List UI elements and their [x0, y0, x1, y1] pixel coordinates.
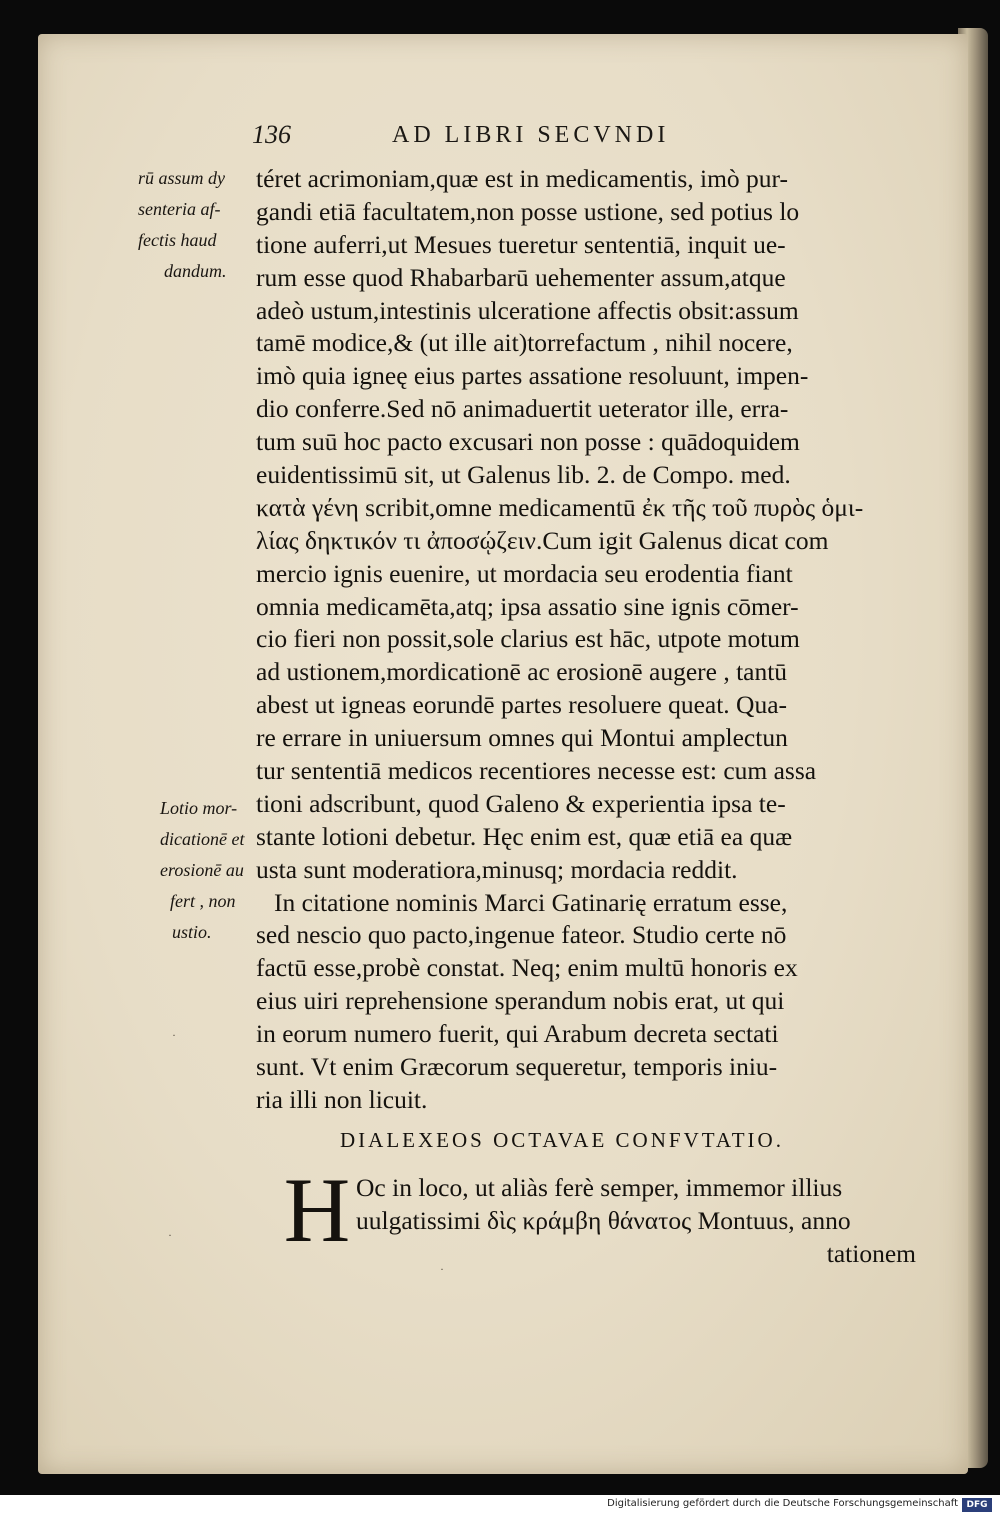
text-line: euidentissimū sit, ut Galenus lib. 2. de Compo. med. — [256, 460, 791, 490]
text-line: rum esse quod Rhabarbarū uehementer assum,atque — [256, 262, 786, 292]
text-line: In citatione nominis Marci Gatinarię erratum esse, — [274, 887, 788, 917]
margin-note-line: dandum. — [164, 261, 227, 281]
text-line: adeò ustum,intestinis ulceratione affectis obsit:assum — [256, 295, 799, 325]
ink-speck: · — [172, 1028, 176, 1042]
text-line: tamē modice,& (ut ille ait)torrefactum , nihil nocere, — [256, 328, 793, 358]
text-line: téret acrimoniam,quæ est in medicamentis, imò pur- — [256, 164, 789, 193]
text-line: eius uiri reprehensione sperandum nobis erat, ut qui — [256, 986, 785, 1016]
footer-credit: Digitalisierung gefördert durch die Deutsche Forschungsgemeinschaft — [607, 1498, 958, 1509]
digitization-footer — [0, 1495, 1000, 1515]
text-line: imò quia igneę eius partes assatione resoluunt, impen- — [256, 361, 809, 391]
ink-speck: · — [168, 1228, 172, 1242]
margin-note-line: fert , non — [170, 891, 236, 911]
text-line: re errare in uniuersum omnes qui Montui amplectun — [256, 723, 788, 753]
margin-note-line: fectis haud — [138, 230, 217, 250]
text-line: tum suū hoc pacto excusari non posse : quādoquidem — [256, 427, 800, 457]
text-line: tur sententiā medicos recentiores necesse est: cum assa — [256, 756, 817, 786]
text-line: uulgatissimi δὶς κράμβη θάνατος Montuus, anno — [356, 1205, 851, 1235]
page-number: 136 — [252, 120, 291, 149]
text-line: sed nescio quo pacto,ingenue fateor. Studio certe nō — [256, 920, 787, 950]
text-line: cio fieri non possit,sole clarius est hāc, utpote motum — [256, 624, 800, 654]
drop-capital: H — [283, 1159, 351, 1261]
text-line: stante lotioni debetur. Hęc enim est, quæ etiā ea quæ — [256, 821, 793, 851]
margin-note-line: rū assum dy — [138, 168, 226, 188]
margin-note-line: ustio. — [172, 922, 212, 942]
text-line: gandi etiā facultatem,non posse ustione, sed potius lo — [256, 196, 800, 226]
text-line: tioni adscribunt, quod Galeno & experientia ipsa te- — [256, 788, 786, 818]
margin-note-line: erosionē au — [160, 860, 244, 880]
text-line: sunt. Vt enim Græcorum sequeretur, temporis iniu- — [256, 1052, 778, 1082]
margin-note-1 — [138, 163, 227, 287]
margin-note-line: Lotio mor- — [160, 798, 238, 818]
margin-note-line: senteria af- — [138, 199, 221, 219]
section-heading: DIALEXEOS OCTAVAE CONFVTATIO. — [340, 1128, 784, 1152]
text-line: dio conferre.Sed nō animaduertit ueterator ille, erra- — [256, 394, 789, 424]
text-line: tione auferri,ut Mesues tueretur sententiā, inquit ue- — [256, 229, 786, 259]
text-line: ria illi non licuit. — [256, 1084, 428, 1114]
text-line: abest ut igneas eorundē partes resoluere queat. Qua- — [256, 690, 788, 720]
ink-speck: · — [440, 1262, 444, 1276]
running-head: AD LIBRI SECVNDI — [392, 122, 670, 148]
dfg-logo-icon: DFG — [962, 1498, 992, 1512]
text-line: tationem — [826, 1238, 916, 1268]
body-text — [256, 163, 916, 1117]
text-line: mercio ignis euenire, ut mordacia seu erodentia fiant — [256, 558, 793, 588]
text-line: ad ustionem,mordicationē ac erosionē augere , tantū — [256, 657, 788, 687]
margin-note-line: dicationē et — [160, 829, 245, 849]
section-text — [356, 1172, 916, 1271]
page-header — [252, 120, 772, 160]
text-line: usta sunt moderatiora,minusq; mordacia reddit. — [256, 854, 738, 884]
text-line: λίας δηκτικόν τι ἀποσῴζειν.Cum igit Galenus dicat com — [256, 525, 829, 555]
text-line: omnia medicamēta,atq; ipsa assatio sine ignis cōmer- — [256, 591, 799, 621]
text-line: κατὰ γένη scribit,omne medicamentū ἐκ τῆς τοῦ πυρὸς ὁμι- — [256, 492, 864, 522]
text-line: Oc in loco, ut aliàs ferè semper, immemor illius — [356, 1173, 843, 1202]
text-line: factū esse,probè constat. Neq; enim multū honoris ex — [256, 953, 798, 983]
margin-note-2 — [160, 793, 244, 948]
text-line: in eorum numero fuerit, qui Arabum decreta sectati — [256, 1019, 779, 1049]
